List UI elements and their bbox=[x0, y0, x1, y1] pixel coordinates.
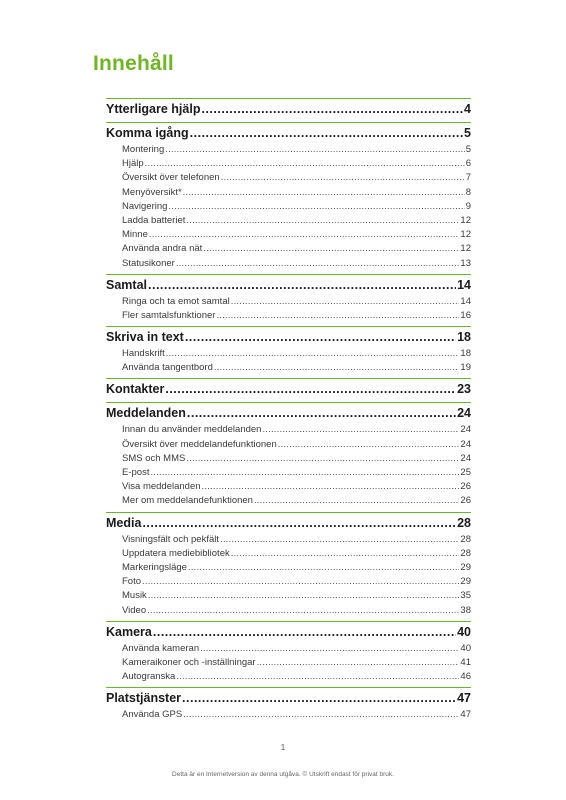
toc-subentry[interactable] bbox=[106, 494, 471, 508]
section-divider bbox=[106, 402, 471, 403]
toc-subentry[interactable] bbox=[106, 480, 471, 494]
dot-leader bbox=[188, 561, 459, 575]
page-title: Innehåll bbox=[93, 52, 174, 75]
toc-page-number: 29 bbox=[460, 561, 471, 573]
toc-subentry[interactable] bbox=[106, 589, 471, 603]
dot-leader bbox=[142, 575, 459, 589]
toc-subentry[interactable] bbox=[106, 257, 471, 271]
toc-subentry-title: Använda andra nät bbox=[122, 243, 203, 255]
toc-subentry[interactable] bbox=[106, 642, 471, 656]
toc-subentry-title: Kameraikoner och -inställningar bbox=[122, 656, 256, 668]
section-divider bbox=[106, 98, 471, 99]
dot-leader bbox=[185, 328, 456, 347]
toc-section-entry[interactable] bbox=[106, 328, 471, 347]
toc-subentry-title: E-post bbox=[122, 467, 150, 478]
toc-section-title: Platstjänster bbox=[106, 691, 182, 706]
section-divider bbox=[106, 274, 471, 275]
toc-section bbox=[106, 274, 471, 326]
toc-page-number: 7 bbox=[465, 172, 471, 184]
toc-subentry[interactable] bbox=[106, 604, 471, 618]
toc-page-number: 47 bbox=[460, 709, 471, 721]
toc-section bbox=[106, 326, 471, 378]
toc-section bbox=[106, 378, 471, 402]
dot-leader bbox=[153, 623, 456, 642]
dot-leader bbox=[182, 689, 456, 708]
toc-page-number: 35 bbox=[460, 590, 471, 602]
toc-subentry[interactable] bbox=[106, 452, 471, 466]
toc-section-entry[interactable] bbox=[106, 380, 471, 399]
dot-leader bbox=[176, 257, 460, 271]
toc-subentry-title: Innan du använder meddelanden bbox=[122, 424, 262, 436]
toc-subentry-title: Statusikoner bbox=[122, 257, 175, 269]
toc-section-entry[interactable] bbox=[106, 623, 471, 642]
dot-leader bbox=[221, 171, 465, 185]
toc-page-number: 46 bbox=[460, 671, 471, 683]
dot-leader bbox=[168, 200, 464, 214]
dot-leader bbox=[220, 533, 459, 547]
toc-subentry-title: Mer om meddelandefunktionen bbox=[122, 495, 253, 507]
section-divider bbox=[106, 326, 471, 327]
toc-subentry-title: Video bbox=[122, 604, 147, 616]
toc-subentry-title: Autogranska bbox=[122, 671, 176, 683]
toc-page-number: 14 bbox=[460, 295, 471, 307]
toc-subentry[interactable] bbox=[106, 242, 471, 256]
toc-page-number: 25 bbox=[460, 467, 471, 478]
toc-section-title: Meddelanden bbox=[106, 406, 186, 421]
toc-subentry-title: Ladda batteriet bbox=[122, 214, 186, 226]
toc-section bbox=[106, 512, 471, 621]
toc-page-number: 47 bbox=[457, 691, 471, 706]
toc-section bbox=[106, 402, 471, 511]
toc-section-title: Skriva in text bbox=[106, 330, 184, 345]
section-divider bbox=[106, 687, 471, 688]
toc-subentry[interactable] bbox=[106, 200, 471, 214]
toc-subentry-title: Uppdatera mediebibliotek bbox=[122, 547, 230, 559]
toc-section-title: Ytterligare hjälp bbox=[106, 102, 201, 116]
toc-subentry-title: Använda tangentbord bbox=[122, 362, 213, 374]
toc-subentry-title: Visa meddelanden bbox=[122, 481, 201, 493]
dot-leader bbox=[231, 295, 460, 309]
dot-leader bbox=[262, 423, 459, 437]
toc-section-entry[interactable] bbox=[106, 276, 471, 295]
dot-leader bbox=[200, 642, 459, 656]
toc-subentry[interactable] bbox=[106, 309, 471, 323]
toc-subentry-title: Musik bbox=[122, 590, 147, 602]
toc-subentry-title: Ringa och ta emot samtal bbox=[122, 295, 230, 307]
toc-subentry[interactable] bbox=[106, 228, 471, 242]
toc-subentry-title: SMS och MMS bbox=[122, 452, 186, 464]
dot-leader bbox=[214, 361, 460, 375]
toc-subentry[interactable] bbox=[106, 186, 471, 200]
toc-subentry-title: Menyöversikt* bbox=[122, 186, 182, 198]
toc-section bbox=[106, 621, 471, 688]
dot-leader bbox=[165, 143, 464, 157]
toc-section bbox=[106, 687, 471, 725]
toc-subentry[interactable] bbox=[106, 575, 471, 589]
dot-leader bbox=[202, 480, 460, 494]
dot-leader bbox=[183, 708, 459, 722]
toc-subentry[interactable] bbox=[106, 157, 471, 171]
page-number: 1 bbox=[280, 743, 286, 752]
dot-leader bbox=[257, 656, 460, 670]
toc-page-number: 24 bbox=[460, 424, 471, 436]
toc-page-number: 28 bbox=[457, 515, 471, 530]
toc-subentry-title: Montering bbox=[122, 144, 165, 155]
toc-subentry-title: Fler samtalsfunktioner bbox=[122, 309, 216, 321]
toc-section-entry[interactable] bbox=[106, 689, 471, 708]
dot-leader bbox=[186, 452, 459, 466]
dot-leader bbox=[186, 214, 459, 228]
toc-page-number: 4 bbox=[464, 102, 471, 116]
dot-leader bbox=[176, 670, 459, 684]
toc-subentry[interactable] bbox=[106, 656, 471, 670]
toc-section-title: Samtal bbox=[106, 277, 147, 292]
toc-page-number: 41 bbox=[460, 656, 471, 668]
toc-subentry-title: Översikt över telefonen bbox=[122, 172, 220, 184]
toc-section-entry[interactable] bbox=[106, 514, 471, 533]
toc-page-number: 14 bbox=[457, 277, 471, 292]
toc-page-number: 16 bbox=[460, 309, 471, 321]
toc-section-entry[interactable] bbox=[106, 124, 471, 143]
dot-leader bbox=[145, 157, 465, 171]
toc-page-number: 40 bbox=[457, 624, 471, 639]
toc-subentry-title: Markeringsläge bbox=[122, 561, 187, 573]
toc-subentry[interactable] bbox=[106, 214, 471, 228]
footer-note: Detta är en Internetversion av denna utgåva. © Utskrift endast för privat bruk. bbox=[172, 771, 394, 778]
toc-page-number: 24 bbox=[460, 452, 471, 464]
toc-subentry-title: Foto bbox=[122, 576, 142, 588]
toc-subentry[interactable] bbox=[106, 438, 471, 452]
toc-subentry-title: Handskrift bbox=[122, 348, 165, 360]
table-of-contents bbox=[106, 98, 471, 725]
toc-page-number: 40 bbox=[460, 642, 471, 654]
dot-leader bbox=[231, 547, 460, 561]
toc-subentry[interactable] bbox=[106, 295, 471, 309]
dot-leader bbox=[147, 604, 459, 618]
toc-page-number: 12 bbox=[460, 243, 471, 255]
toc-page-number: 5 bbox=[465, 144, 471, 155]
toc-subentry[interactable] bbox=[106, 708, 471, 722]
toc-subentry-title: Hjälp bbox=[122, 158, 144, 170]
toc-section-entry[interactable] bbox=[106, 404, 471, 423]
toc-page-number: 23 bbox=[457, 382, 471, 397]
toc-page-number: 29 bbox=[460, 576, 471, 588]
toc-subentry-title: Använda GPS bbox=[122, 709, 183, 721]
toc-page-number: 28 bbox=[460, 533, 471, 545]
toc-subentry[interactable] bbox=[106, 466, 471, 480]
dot-leader bbox=[187, 404, 456, 423]
section-divider bbox=[106, 378, 471, 379]
toc-subentry-title: Minne bbox=[122, 229, 148, 241]
toc-page-number: 6 bbox=[465, 158, 471, 170]
dot-leader bbox=[216, 309, 459, 323]
toc-subentry[interactable] bbox=[106, 547, 471, 561]
toc-page-number: 18 bbox=[460, 348, 471, 360]
toc-section-title: Komma igång bbox=[106, 126, 189, 140]
toc-section-title: Media bbox=[106, 515, 142, 530]
toc-page-number: 26 bbox=[460, 481, 471, 493]
toc-subentry[interactable] bbox=[106, 423, 471, 437]
toc-subentry[interactable] bbox=[106, 561, 471, 575]
toc-page-number: 18 bbox=[457, 330, 471, 345]
section-divider bbox=[106, 122, 471, 123]
toc-page-number: 19 bbox=[460, 362, 471, 374]
dot-leader bbox=[148, 276, 456, 295]
toc-page-number: 38 bbox=[460, 604, 471, 616]
dot-leader bbox=[201, 100, 463, 119]
dot-leader bbox=[190, 124, 463, 143]
section-divider bbox=[106, 512, 471, 513]
dot-leader bbox=[203, 242, 459, 256]
toc-subentry[interactable] bbox=[106, 171, 471, 185]
dot-leader bbox=[149, 228, 460, 242]
toc-page-number: 24 bbox=[457, 406, 471, 421]
dot-leader bbox=[150, 466, 459, 480]
dot-leader bbox=[166, 347, 460, 361]
toc-page-number: 28 bbox=[460, 547, 471, 559]
toc-section-entry[interactable] bbox=[106, 100, 471, 119]
toc-subentry-title: Navigering bbox=[122, 200, 168, 212]
toc-page-number: 8 bbox=[465, 186, 471, 198]
toc-subentry-title: Översikt över meddelandefunktionen bbox=[122, 438, 277, 450]
section-divider bbox=[106, 621, 471, 622]
toc-subentry[interactable] bbox=[106, 347, 471, 361]
toc-subentry[interactable] bbox=[106, 670, 471, 684]
toc-page-number: 9 bbox=[465, 200, 471, 212]
toc-page-number: 12 bbox=[460, 214, 471, 226]
toc-subentry[interactable] bbox=[106, 143, 471, 157]
toc-section-title: Kontakter bbox=[106, 382, 165, 397]
toc-page-number: 26 bbox=[460, 495, 471, 507]
dot-leader bbox=[142, 514, 456, 533]
toc-page-number: 24 bbox=[460, 438, 471, 450]
dot-leader bbox=[183, 186, 465, 200]
dot-leader bbox=[148, 589, 460, 603]
toc-page-number: 12 bbox=[460, 229, 471, 241]
toc-subentry-title: Visningsfält och pekfält bbox=[122, 533, 219, 545]
toc-section-title: Kamera bbox=[106, 624, 152, 639]
toc-subentry-title: Använda kameran bbox=[122, 642, 200, 654]
toc-page-number: 5 bbox=[464, 126, 471, 140]
toc-section bbox=[106, 98, 471, 122]
toc-section bbox=[106, 122, 471, 274]
toc-page-number: 13 bbox=[460, 257, 471, 269]
dot-leader bbox=[165, 380, 456, 399]
toc-subentry[interactable] bbox=[106, 361, 471, 375]
dot-leader bbox=[254, 494, 459, 508]
toc-subentry[interactable] bbox=[106, 533, 471, 547]
dot-leader bbox=[278, 438, 460, 452]
